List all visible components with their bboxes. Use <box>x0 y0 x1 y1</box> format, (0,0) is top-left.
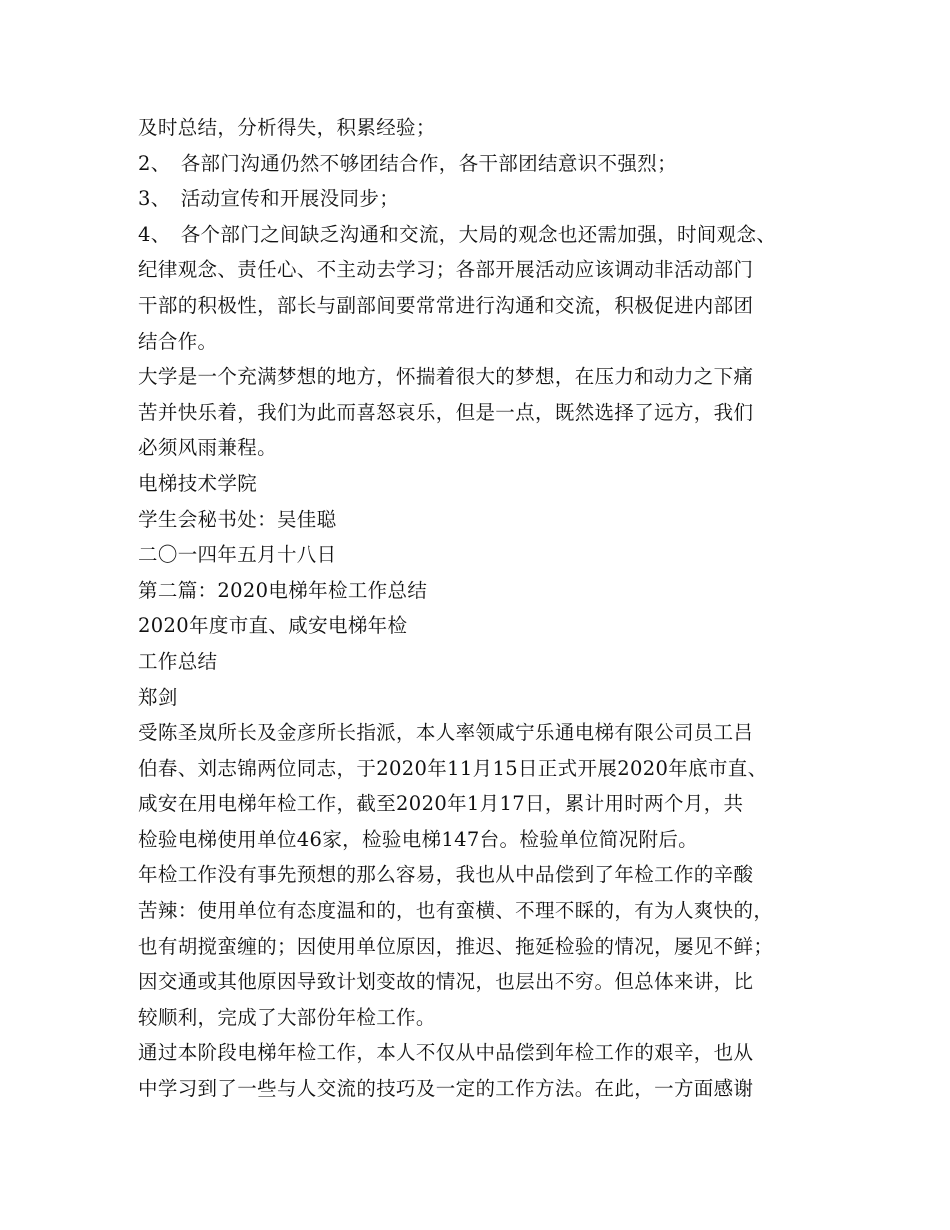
report-subtitle: 工作总结 <box>138 649 218 673</box>
text-line: 中学习到了一些与人交流的技巧及一定的工作方法。在此，一方面感谢 <box>138 1077 754 1101</box>
signature-author: 学生会秘书处：吴佳聪 <box>138 507 337 531</box>
text-line: 受陈圣岚所长及金彦所长指派，本人率领咸宁乐通电梯有限公司员工吕 <box>138 721 754 745</box>
text-line: 结合作。 <box>138 329 218 353</box>
list-item-4: 4、 各个部门之间缺乏沟通和交流，大局的观念也还需加强，时间观念、 <box>138 222 777 246</box>
text-line: 通过本阶段电梯年检工作，本人不仅从中品偿到年检工作的艰辛，也从 <box>138 1041 754 1065</box>
report-author: 郑剑 <box>138 685 178 709</box>
list-item-3: 3、 活动宣传和开展没同步； <box>138 187 400 211</box>
text-line: 大学是一个充满梦想的地方，怀揣着很大的梦想，在压力和动力之下痛 <box>138 365 754 389</box>
text-line: 苦辣：使用单位有态度温和的，也有蛮横、不理不睬的，有为人爽快的， <box>138 899 774 923</box>
text-line: 年检工作没有事先预想的那么容易，我也从中品偿到了年检工作的辛酸 <box>138 863 754 887</box>
text-line: 因交通或其他原因导致计划变故的情况，也层出不穷。但总体来讲，比 <box>138 970 754 994</box>
document-body <box>138 110 828 1107</box>
signature-college: 电梯技术学院 <box>138 471 258 495</box>
text-line: 检验电梯使用单位46家，检验电梯147台。检验单位简况附后。 <box>138 827 699 851</box>
text-line: 及时总结，分析得失，积累经验； <box>138 116 436 139</box>
signature-date: 二〇一四年五月十八日 <box>138 543 337 567</box>
section-heading: 第二篇：2020电梯年检工作总结 <box>138 578 428 602</box>
text-line: 咸安在用电梯年检工作，截至2020年1月17日，累计用时两个月，共 <box>138 792 744 816</box>
text-line: 纪律观念、责任心、不主动去学习；各部开展活动应该调动非活动部门 <box>138 258 754 282</box>
text-line: 较顺利，完成了大部份年检工作。 <box>138 1005 436 1029</box>
text-line: 苦并快乐着，我们为此而喜怒哀乐，但是一点，既然选择了远方，我们 <box>138 400 754 424</box>
report-title: 2020年度市直、咸安电梯年检 <box>138 614 408 638</box>
text-line: 伯春、刘志锦两位同志，于2020年11月15日正式开展2020年底市直、 <box>138 756 768 780</box>
text-line: 也有胡搅蛮缠的；因使用单位原因，推迟、拖延检验的情况，屡见不鲜； <box>138 934 774 958</box>
text-line: 干部的积极性，部长与副部间要常常进行沟通和交流，积极促进内部团 <box>138 293 754 317</box>
text-line: 必须风雨兼程。 <box>138 436 277 460</box>
list-item-2: 2、 各部门沟通仍然不够团结合作，各干部团结意识不强烈； <box>138 151 677 175</box>
